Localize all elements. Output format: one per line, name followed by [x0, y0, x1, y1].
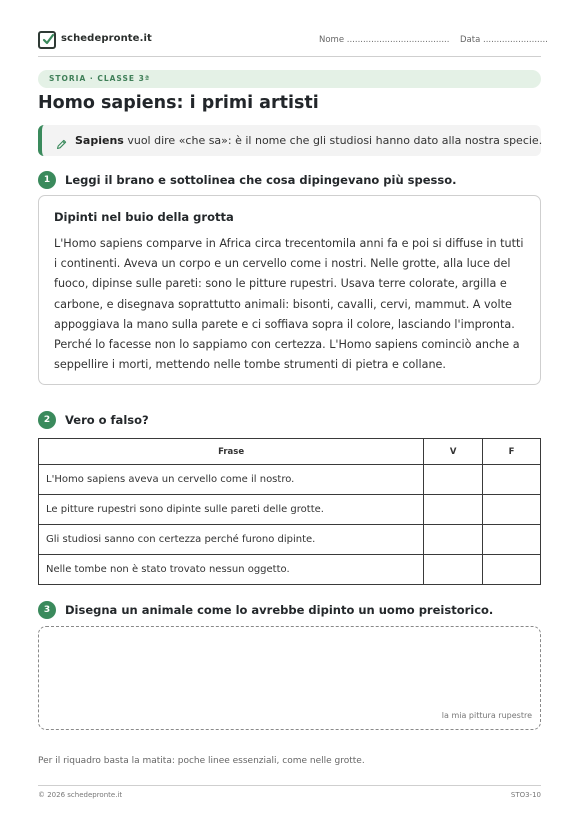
statement-cell: Gli studiosi sanno con certezza perché furono dipinte.: [39, 525, 424, 555]
note-term: Sapiens: [75, 134, 124, 147]
reading-line[interactable]: Perché lo facesse non lo sappiamo con certezza. L'Homo sapiens cominciò anche a: [54, 338, 520, 352]
reading-line[interactable]: L'Homo sapiens comparve in Africa circa trecentomila anni fa e poi si diffuse in tutti: [54, 237, 524, 250]
tip-text: Per il riquadro basta la matita: poche linee essenziali, come nelle grotte.: [38, 756, 365, 766]
reading-line[interactable]: appoggiava la mano sulla parete e ci soffiava sopra il colore, lasciando l'impronta.: [54, 317, 515, 331]
definition-note: [38, 125, 541, 156]
true-false-table: [38, 438, 541, 585]
column-header-f: F: [483, 439, 541, 465]
false-answer-cell[interactable]: [483, 525, 541, 555]
drawing-box[interactable]: [38, 626, 541, 730]
reading-line[interactable]: carbone, e disegnava soprattutto animali: bisonti, cavalli, cervi, mammut. A volte: [54, 297, 512, 311]
reading-line[interactable]: fuoco, dipinse sulle pareti: sono le pitture rupestri. Usava terre colorate, argilla e: [54, 277, 507, 291]
column-header-v: V: [424, 439, 483, 465]
question-3-text: Disegna un animale come lo avrebbe dipinto un uomo preistorico.: [65, 603, 494, 617]
footer-divider: [38, 785, 541, 786]
statement-cell: L'Homo sapiens aveva un cervello come il nostro.: [39, 465, 424, 495]
subject-tag-label: STORIA · CLASSE 3ª: [49, 74, 151, 83]
logo-check-icon: [38, 31, 56, 49]
header-divider: [38, 56, 541, 57]
table-row: [39, 495, 541, 525]
subject-tag: [38, 70, 541, 88]
reading-body[interactable]: [54, 234, 528, 375]
true-answer-cell[interactable]: [424, 525, 483, 555]
question-1-text: Leggi il brano e sottolinea che cosa dipingevano più spesso.: [65, 173, 457, 187]
table-row: [39, 525, 541, 555]
statement-cell: Le pitture rupestri sono dipinte sulle pareti delle grotte.: [39, 495, 424, 525]
question-2-number: 2: [38, 411, 56, 429]
date-field: Data ........................: [460, 35, 548, 45]
worksheet-page: [38, 0, 548, 819]
question-3-number: 3: [38, 601, 56, 619]
name-field: Nome ......................................: [319, 35, 450, 45]
reading-line[interactable]: i continenti. Aveva un corpo e un cervello come i nostri. Nelle grotte, alla luce del: [54, 257, 511, 271]
false-answer-cell[interactable]: [483, 495, 541, 525]
statement-cell: Nelle tombe non è stato trovato nessun oggetto.: [39, 555, 424, 585]
brand-name: schedepronte.it: [61, 33, 152, 44]
reading-title: Dipinti nel buio della grotta: [54, 210, 234, 224]
false-answer-cell[interactable]: [483, 465, 541, 495]
question-1-number: 1: [38, 171, 56, 189]
false-answer-cell[interactable]: [483, 555, 541, 585]
page-title: Homo sapiens: i primi artisti: [38, 93, 319, 113]
true-answer-cell[interactable]: [424, 465, 483, 495]
true-answer-cell[interactable]: [424, 555, 483, 585]
true-answer-cell[interactable]: [424, 495, 483, 525]
column-header-frase: Frase: [39, 439, 424, 465]
pencil-icon: [56, 135, 67, 154]
reading-line[interactable]: seppellire i morti, mettendo nelle tombe strumenti di pietra e collane.: [54, 358, 446, 372]
footer-code: STO3-10: [510, 791, 541, 799]
reading-passage: [38, 195, 541, 385]
note-definition: vuol dire «che sa»: è il nome che gli studiosi hanno dato alla nostra specie.: [123, 134, 543, 147]
table-row: [39, 555, 541, 585]
drawing-box-label: la mia pittura rupestre: [441, 711, 532, 720]
footer-copyright: © 2026 schedepronte.it: [38, 791, 123, 799]
header: [38, 29, 548, 53]
note-text: [75, 134, 542, 147]
question-2-text: Vero o falso?: [65, 413, 149, 427]
table-header-row: [39, 439, 541, 465]
table-row: [39, 465, 541, 495]
